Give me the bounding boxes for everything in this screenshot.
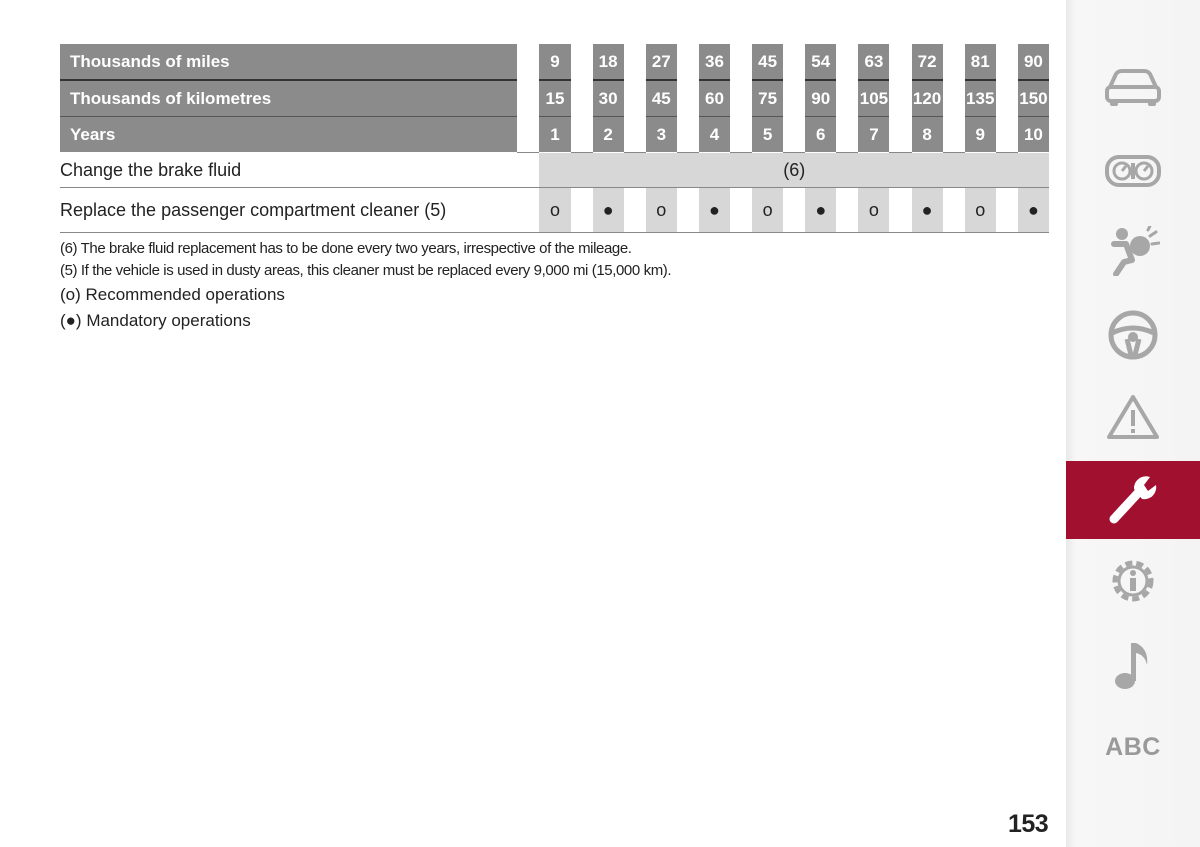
- header-cell: 90: [805, 80, 836, 117]
- header-cell: 27: [646, 44, 677, 80]
- header-cell: 6: [805, 117, 836, 153]
- music-note-icon: [1111, 639, 1155, 691]
- maintenance-schedule-table: [60, 44, 1049, 233]
- sidebar-item-multimedia[interactable]: [1066, 626, 1200, 704]
- header-cell: 8: [912, 117, 943, 153]
- header-cell: 72: [912, 44, 943, 80]
- row-cell: ●: [912, 188, 943, 233]
- sidebar-item-driving[interactable]: [1066, 296, 1200, 374]
- header-cell: 3: [646, 117, 677, 153]
- header-cell: 135: [965, 80, 996, 117]
- header-cell: 1: [539, 117, 570, 153]
- wrench-icon: [1104, 471, 1162, 529]
- row-cell: ●: [593, 188, 624, 233]
- sidebar-item-index[interactable]: [1066, 708, 1200, 786]
- header-cell: 90: [1018, 44, 1049, 80]
- header-cell: 7: [858, 117, 889, 153]
- header-cell: 81: [965, 44, 996, 80]
- page-number: 153: [1008, 810, 1049, 838]
- dashboard-gauges-icon: [1105, 153, 1161, 189]
- sidebar-item-dashboard[interactable]: [1066, 132, 1200, 210]
- header-cell: 75: [752, 80, 783, 117]
- row-cell: ●: [1018, 188, 1049, 233]
- header-cell: 60: [699, 80, 730, 117]
- car-icon: [1104, 67, 1162, 107]
- row-cell: o: [858, 188, 889, 233]
- row-cell: o: [646, 188, 677, 233]
- steering-wheel-icon: [1107, 309, 1159, 361]
- header-cell: 9: [965, 117, 996, 153]
- header-cell: 4: [699, 117, 730, 153]
- row-cell: ●: [805, 188, 836, 233]
- legend-mandatory: (●) Mandatory operations: [60, 311, 251, 330]
- row-cell: o: [539, 188, 570, 233]
- footnotes: [60, 238, 1040, 334]
- header-cell: 5: [752, 117, 783, 153]
- table-row-brake-fluid: [60, 153, 1049, 188]
- header-cell: 10: [1018, 117, 1049, 153]
- header-cell: 30: [593, 80, 624, 117]
- header-label: Thousands of miles: [60, 44, 517, 80]
- footnote-cleaner: (5) If the vehicle is used in dusty areas, this cleaner must be replaced every 9,000 mi (15,000 km).: [60, 262, 672, 279]
- sidebar-item-technical-data[interactable]: [1066, 542, 1200, 620]
- legend-recommended: (o) Recommended operations: [60, 285, 285, 304]
- airbag-safety-icon: [1106, 226, 1160, 276]
- sidebar-item-car[interactable]: [1066, 48, 1200, 126]
- row-cell: o: [965, 188, 996, 233]
- header-cell: 45: [752, 44, 783, 80]
- header-cell: 18: [593, 44, 624, 80]
- row-span-value: (6): [539, 153, 1049, 188]
- header-cell: 2: [593, 117, 624, 153]
- header-cell: 120: [912, 80, 943, 117]
- warning-triangle-icon: [1106, 393, 1160, 441]
- table-row-cabin-cleaner: [60, 188, 1049, 233]
- header-row-years: [60, 117, 1049, 153]
- row-cell: o: [752, 188, 783, 233]
- row-label: Replace the passenger compartment cleaner (5): [60, 188, 517, 233]
- header-cell: 54: [805, 44, 836, 80]
- header-cell: 9: [539, 44, 570, 80]
- row-cell: ●: [699, 188, 730, 233]
- header-row-kilometres: [60, 80, 1049, 117]
- footnote-brake-fluid: (6) The brake fluid replacement has to be done every two years, irrespective of the mileage.: [60, 240, 632, 257]
- header-cell: 63: [858, 44, 889, 80]
- header-row-miles: [60, 44, 1049, 80]
- header-cell: 105: [858, 80, 889, 117]
- row-label: Change the brake fluid: [60, 153, 517, 188]
- info-gear-icon: [1106, 554, 1160, 608]
- header-cell: 150: [1018, 80, 1049, 117]
- sidebar-item-safety[interactable]: [1066, 212, 1200, 290]
- header-cell: 36: [699, 44, 730, 80]
- header-label: Thousands of kilometres: [60, 80, 517, 117]
- chapter-sidebar: [1066, 0, 1200, 847]
- header-cell: 15: [539, 80, 570, 117]
- sidebar-item-maintenance[interactable]: [1066, 461, 1200, 539]
- index-abc-label: ABC: [1105, 732, 1161, 761]
- sidebar-item-emergency[interactable]: [1066, 378, 1200, 456]
- header-cell: 45: [646, 80, 677, 117]
- header-label: Years: [60, 117, 517, 153]
